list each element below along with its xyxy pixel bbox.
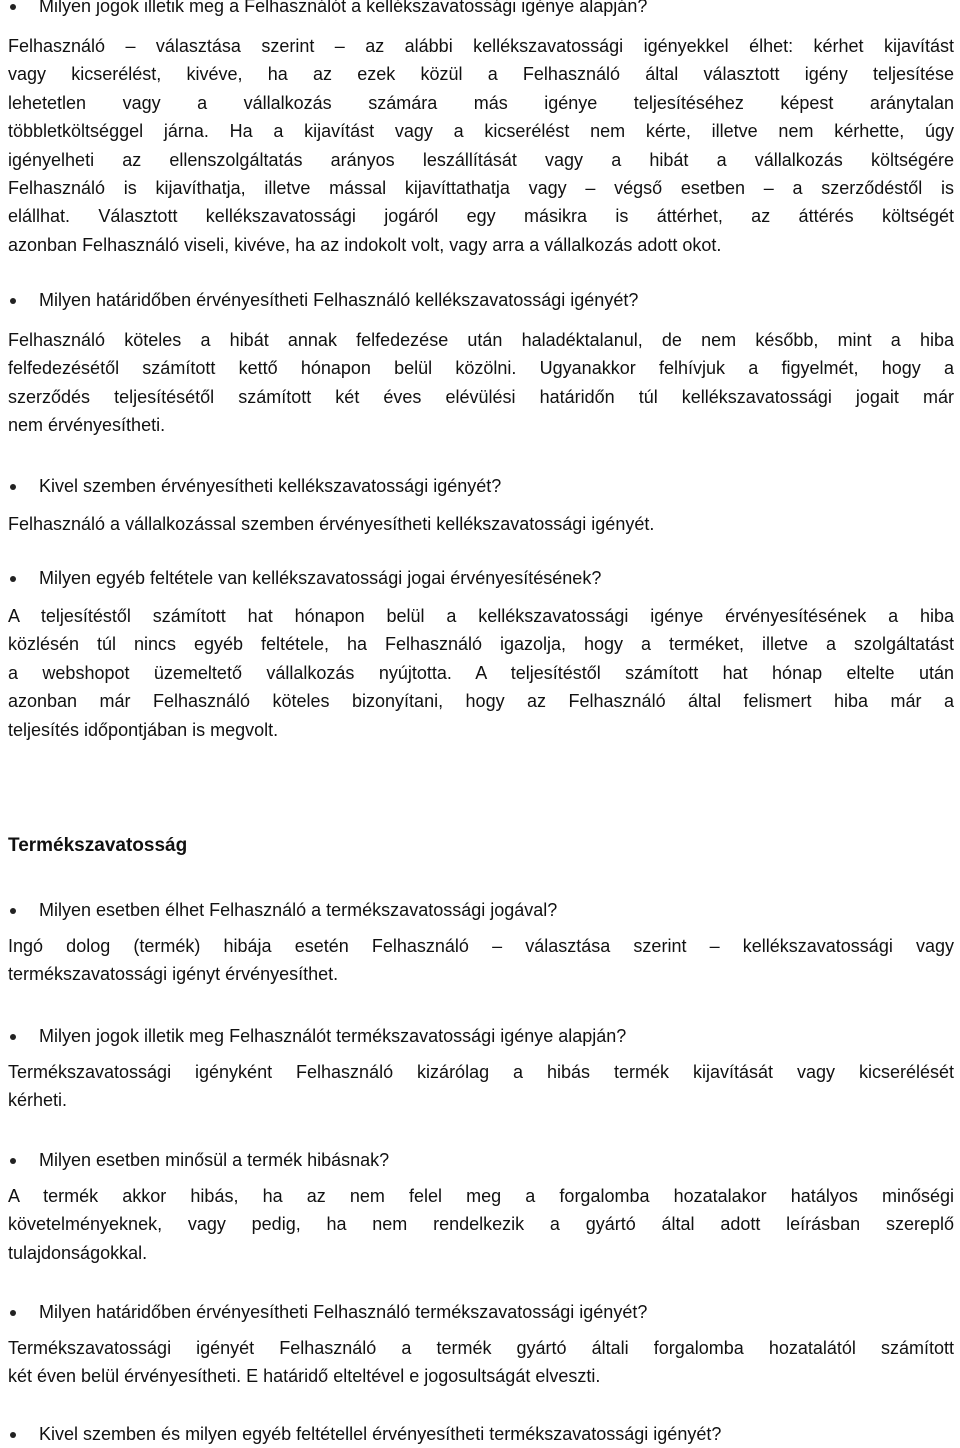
paragraph-line: Felhasználó a vállalkozással szemben érvényesítheti kellékszavatossági igényét. bbox=[8, 514, 655, 534]
paragraph-line: Felhasználó köteles a hibát annak felfedezése után haladéktalanul, de nem később, mint a hiba bbox=[8, 330, 954, 350]
paragraph-line: Termékszavatossági igényét Felhasználó a termék gyártó általi forgalomba hozatalától számított bbox=[8, 1338, 954, 1358]
bullet-icon bbox=[10, 1034, 16, 1040]
bullet-icon bbox=[10, 4, 16, 10]
paragraph-line: szerződés teljesítésétől számított két éves elévülési határidőn túl kellékszavatossági jogait már bbox=[8, 386, 954, 407]
paragraph-line: követelményeknek, vagy pedig, ha nem rendelkezik a gyártó által adott leírásban szereplő bbox=[8, 1214, 954, 1235]
paragraph-line: többletköltséggel járna. Ha a kijavítást vagy a kicserélést nem kérte, illetve nem kérhette, úgy bbox=[8, 121, 954, 142]
answer-paragraph bbox=[8, 932, 954, 989]
paragraph-line: termékszavatossági igényt érvényesíthet. bbox=[8, 964, 339, 985]
question-text: Kivel szemben és milyen egyéb feltétellel érvényesítheti termékszavatossági igényét? bbox=[39, 1424, 722, 1444]
question-text: Kivel szemben érvényesítheti kellékszavatossági igényét? bbox=[39, 476, 502, 496]
question-text: Milyen jogok illetik meg a Felhasználót a kellékszavatossági igénye alapján? bbox=[39, 0, 648, 16]
paragraph-line: Felhasználó is kijavíthatja, illetve mással kijavíttathatja vagy – végső esetben – a szerződéstől is bbox=[8, 178, 954, 199]
paragraph-line: közlésén túl nincs egyéb feltétele, ha Felhasználó igazolja, hogy a terméket, illetve a szolgáltatást bbox=[8, 634, 954, 655]
question-text: Milyen esetben élhet Felhasználó a termékszavatossági jogával? bbox=[39, 900, 558, 920]
paragraph-line: azonban már Felhasználó köteles bizonyítani, hogy az Felhasználó által felismert hiba már a bbox=[8, 691, 954, 712]
answer-paragraph bbox=[8, 32, 954, 259]
paragraph-line: azonban Felhasználó viseli, kivéve, ha az indokolt volt, vagy arra a vállalkozás adott okot. bbox=[8, 234, 722, 255]
paragraph-line: elállhat. Választott kellékszavatossági jogáról egy másikra is áttérhet, az áttérés költségét bbox=[8, 206, 954, 227]
bullet-icon bbox=[10, 576, 16, 582]
paragraph-line: nem érvényesítheti. bbox=[8, 415, 166, 436]
paragraph-line: teljesítés időpontjában is megvolt. bbox=[8, 719, 279, 740]
paragraph-line: Felhasználó – választása szerint – az alábbi kellékszavatossági igényekkel élhet: kérhet kijavítást bbox=[8, 36, 954, 56]
paragraph-line: A termék akkor hibás, ha az nem felel meg a forgalomba hozatalakor hatályos minőségi bbox=[8, 1186, 954, 1206]
bullet-icon bbox=[10, 908, 16, 914]
bullet-icon bbox=[10, 484, 16, 490]
question-text: Milyen esetben minősül a termék hibásnak? bbox=[39, 1150, 390, 1170]
paragraph-line: kérheti. bbox=[8, 1090, 68, 1111]
bullet-icon bbox=[10, 1158, 16, 1164]
bullet-icon bbox=[10, 298, 16, 304]
paragraph-line: tulajdonságokkal. bbox=[8, 1242, 148, 1263]
question-text: Milyen határidőben érvényesítheti Felhasználó termékszavatossági igényét? bbox=[39, 1302, 648, 1322]
paragraph-line: A teljesítéstől számított hat hónapon belül a kellékszavatossági igénye érvényesítésének a hiba bbox=[8, 606, 954, 626]
paragraph-line: igényelheti az ellenszolgáltatás arányos leszállítását vagy a hibát a vállalkozás költségére bbox=[8, 149, 954, 170]
paragraph-line: lehetetlen vagy a vállalkozás számára más igénye teljesítéséhez képest aránytalan bbox=[8, 92, 954, 113]
answer-paragraph bbox=[8, 1182, 954, 1267]
paragraph-line: a webshopot üzemeltető vállalkozás nyújtotta. A teljesítéstől számított hat hónap eltelte után bbox=[8, 662, 954, 683]
paragraph-line: vagy kicserélést, kivéve, ha az ezek közül a Felhasználó által választott igény teljesítése bbox=[8, 64, 954, 85]
question-text: Milyen határidőben érvényesítheti Felhasználó kellékszavatossági igényét? bbox=[39, 290, 639, 310]
bullet-icon bbox=[10, 1310, 16, 1316]
answer-paragraph bbox=[8, 510, 954, 538]
answer-paragraph bbox=[8, 1058, 954, 1115]
answer-paragraph bbox=[8, 1334, 954, 1391]
question-text: Milyen egyéb feltétele van kellékszavatossági jogai érvényesítésének? bbox=[39, 568, 602, 588]
bullet-icon bbox=[10, 1432, 16, 1438]
section-heading: Termékszavatosság bbox=[8, 835, 188, 856]
paragraph-line: felfedezésétől számított kettő hónapon belül közölni. Ugyanakkor felhívjuk a figyelmét, hogy a bbox=[8, 358, 954, 379]
answer-paragraph bbox=[8, 602, 954, 744]
paragraph-line: Termékszavatossági igényként Felhasználó kizárólag a hibás termék kijavítását vagy kicserélését bbox=[8, 1062, 954, 1082]
question-text: Milyen jogok illetik meg Felhasználót termékszavatossági igénye alapján? bbox=[39, 1026, 627, 1046]
paragraph-line: Ingó dolog (termék) hibája esetén Felhasználó – választása szerint – kellékszavatossági vagy bbox=[8, 936, 954, 956]
paragraph-line: két éven belül érvényesítheti. E határidő elteltével e jogosultságát elveszti. bbox=[8, 1366, 601, 1387]
answer-paragraph bbox=[8, 326, 954, 440]
